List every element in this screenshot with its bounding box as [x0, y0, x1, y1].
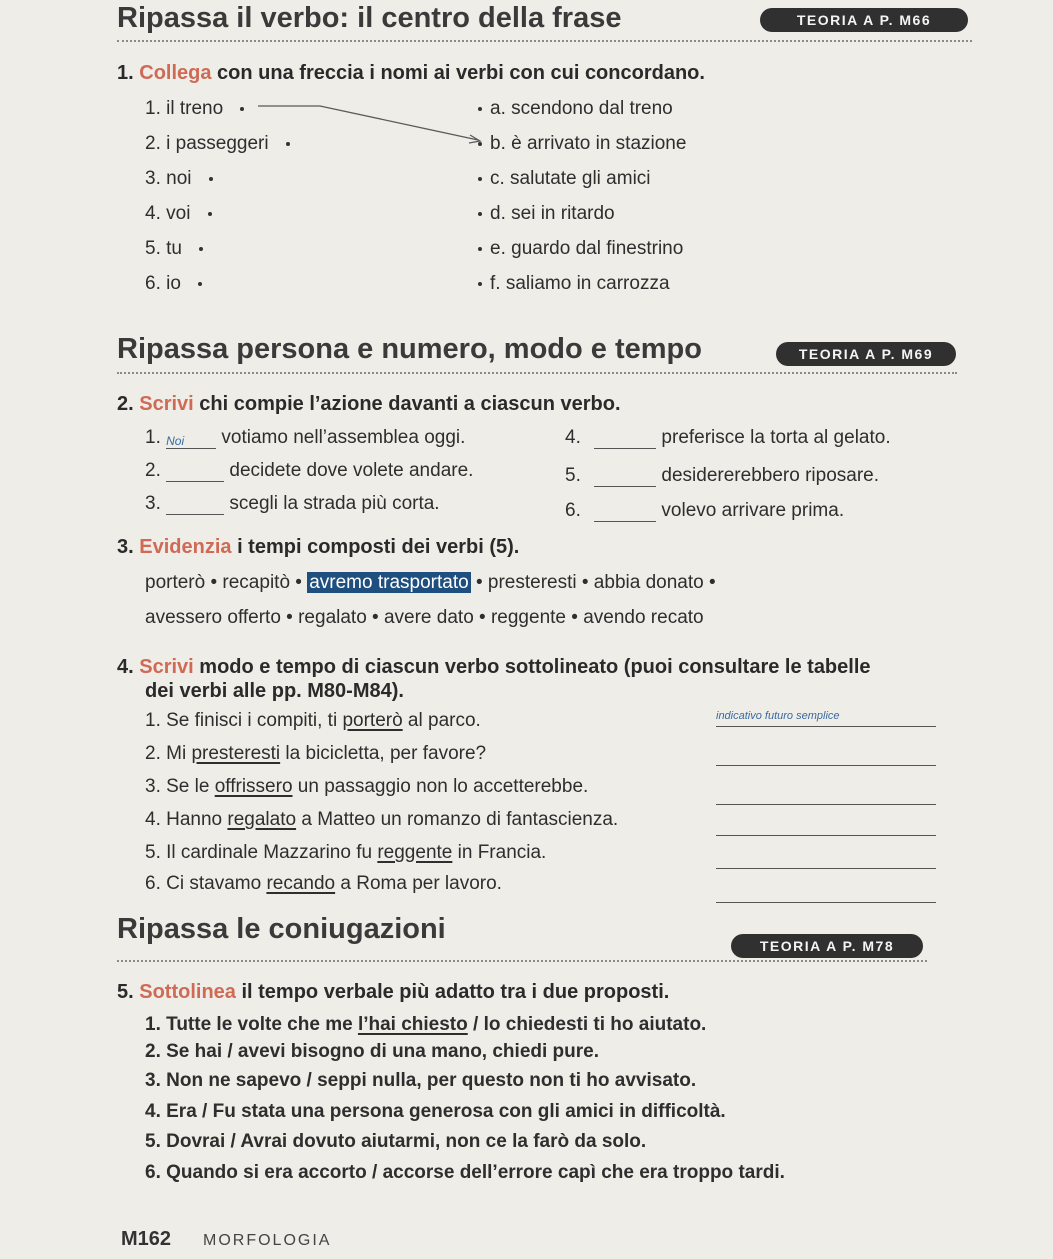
section-1-title: Ripassa il verbo: il centro della frase [117, 2, 622, 34]
exercise-4-keyword: Scrivi [139, 656, 194, 678]
exercise-4-heading [117, 656, 871, 679]
exercise-5-instruction: il tempo verbale più adatto tra i due proposti. [235, 981, 670, 1003]
ex4-answer-4[interactable] [716, 815, 936, 836]
exercise-2-heading [117, 393, 621, 416]
ex1-right-e: e. guardo dal finestrino [478, 238, 683, 260]
exercise-1-keyword: Collega [139, 62, 212, 84]
exercise-3-keyword: Evidenzia [139, 536, 232, 558]
ex2-item-2: 2. decidete dove volete andare. [145, 460, 474, 481]
ex5-item-5[interactable]: 5. Dovrai / Avrai dovuto aiutarmi, non ce la farò da solo. [145, 1131, 647, 1152]
ex1-right-d: d. sei in ritardo [478, 203, 615, 225]
ex4-item-2: 2. Mi presteresti la bicicletta, per favore? [145, 743, 487, 764]
ex4-answer-3[interactable] [716, 784, 936, 805]
section-2-title: Ripassa persona e numero, modo e tempo [117, 333, 702, 365]
ex1-left-4: 4. voi [145, 203, 212, 225]
ex2-answer-2[interactable] [166, 481, 224, 482]
ex4-answer-2[interactable] [716, 745, 936, 766]
exercise-2-keyword: Scrivi [139, 393, 194, 415]
ex1-right-a: a. scendono dal treno [478, 98, 673, 120]
ex2-item-5: 5. desidererebbero riposare. [565, 465, 879, 486]
ex1-example-arrow [250, 100, 490, 148]
ex1-right-c: c. salutate gli amici [478, 168, 651, 190]
section-2-rule [117, 372, 957, 374]
exercise-5-keyword: Sottolinea [139, 981, 236, 1003]
ex1-right-b: b. è arrivato in stazione [478, 133, 686, 155]
section-3-rule [117, 960, 927, 962]
ex1-dot-right-d[interactable] [478, 212, 482, 216]
section-2-badge: TEORIA A P. M69 [776, 342, 956, 366]
ex5-item-6[interactable]: 6. Quando si era accorto / accorse dell’errore capì che era troppo tardi. [145, 1162, 785, 1183]
ex1-left-1: 1. il treno [145, 98, 244, 120]
ex2-answer-1[interactable]: Noi [166, 434, 216, 449]
ex5-item-2[interactable]: 2. Se hai / avevi bisogno di una mano, chiedi pure. [145, 1041, 599, 1062]
ex1-dot-left-6[interactable] [198, 282, 202, 286]
ex1-dot-left-3[interactable] [209, 177, 213, 181]
exercise-4-number: 4. [117, 656, 134, 678]
exercise-1-number: 1. [117, 62, 134, 84]
exercise-3-heading [117, 536, 519, 559]
exercise-1-instruction: con una freccia i nomi ai verbi con cui concordano. [211, 62, 705, 84]
section-3-title: Ripassa le coniugazioni [117, 913, 446, 945]
ex1-dot-right-c[interactable] [478, 177, 482, 181]
ex4-answer-5[interactable] [716, 848, 936, 869]
ex5-item-4[interactable]: 4. Era / Fu stata una persona generosa con gli amici in difficoltà. [145, 1101, 726, 1122]
ex3-verbs-line-1: porterò • recapitò • avremo trasportato • presteresti • abbia donato • [145, 572, 716, 593]
ex5-item-3[interactable]: 3. Non ne sapevo / seppi nulla, per questo non ti ho avvisato. [145, 1070, 697, 1091]
ex4-answer-1[interactable]: indicativo futuro semplice [716, 706, 936, 727]
ex3-verbs-line-2: avessero offerto • regalato • avere dato • reggente • avendo recato [145, 607, 704, 628]
exercise-2-instruction: chi compie l’azione davanti a ciascun verbo. [193, 393, 621, 415]
ex2-answer-6[interactable] [594, 521, 656, 522]
exercise-2-number: 2. [117, 393, 134, 415]
ex4-item-1: 1. Se finisci i compiti, ti porterò al parco. [145, 710, 481, 731]
ex5-item-1: 1. Tutte le volte che me l’hai chiesto / lo chiedesti ti ho aiutato. [145, 1014, 707, 1035]
ex1-dot-right-f[interactable] [478, 282, 482, 286]
ex1-dot-left-4[interactable] [208, 212, 212, 216]
ex4-item-5: 5. Il cardinale Mazzarino fu reggente in Francia. [145, 842, 547, 863]
section-3-badge: TEORIA A P. M78 [731, 934, 923, 958]
ex4-item-4: 4. Hanno regalato a Matteo un romanzo di fantascienza. [145, 809, 619, 830]
page-code: M162 [121, 1228, 172, 1250]
ex2-item-3: 3. scegli la strada più corta. [145, 493, 440, 514]
exercise-1-heading [117, 62, 705, 85]
ex2-answer-5[interactable] [594, 486, 656, 487]
exercise-3-instruction: i tempi composti dei verbi (5). [231, 536, 520, 558]
ex1-left-6: 6. io [145, 273, 202, 295]
ex1-left-2: 2. i passeggeri [145, 133, 290, 155]
ex2-answer-3[interactable] [166, 514, 224, 515]
exercise-5-number: 5. [117, 981, 134, 1003]
exercise-4-instruction: modo e tempo di ciascun verbo sottolineato (puoi consultare le tabelle [193, 656, 871, 678]
ex4-item-3: 3. Se le offrissero un passaggio non lo accetterebbe. [145, 776, 589, 797]
page-footer-label: MORFOLOGIA [203, 1232, 332, 1249]
ex3-highlighted-verb[interactable]: avremo trasportato [309, 572, 469, 593]
section-1-rule [117, 40, 972, 42]
ex1-right-f: f. saliamo in carrozza [478, 273, 670, 295]
ex1-dot-left-1[interactable] [240, 107, 244, 111]
ex2-item-4: 4. preferisce la torta al gelato. [565, 427, 891, 448]
ex2-answer-4[interactable] [594, 448, 656, 449]
exercise-3-number: 3. [117, 536, 134, 558]
ex2-item-1: 1. Noi votiamo nell’assemblea oggi. [145, 427, 466, 448]
exercise-5-heading [117, 981, 669, 1004]
ex1-left-5: 5. tu [145, 238, 203, 260]
ex5-underlined-answer[interactable]: l’hai chiesto [357, 1014, 468, 1035]
section-1-badge: TEORIA A P. M66 [760, 8, 968, 32]
ex4-item-6: 6. Ci stavamo recando a Roma per lavoro. [145, 873, 502, 894]
ex1-dot-left-5[interactable] [199, 247, 203, 251]
ex1-dot-right-e[interactable] [478, 247, 482, 251]
exercise-4-instruction-cont: dei verbi alle pp. M80-M84). [145, 680, 404, 702]
ex1-left-3: 3. noi [145, 168, 213, 190]
ex4-answer-6[interactable] [716, 882, 936, 903]
ex2-item-6: 6. volevo arrivare prima. [565, 500, 845, 521]
